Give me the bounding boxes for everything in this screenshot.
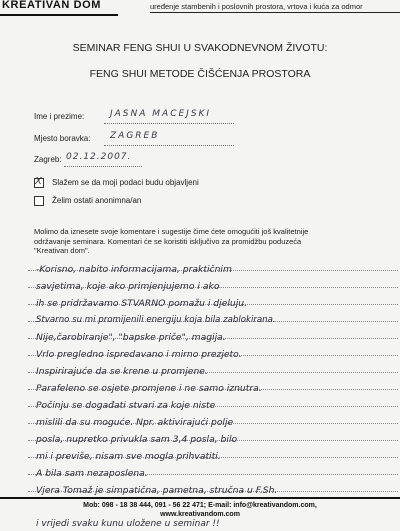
date-value: 02.12.2007. bbox=[66, 152, 132, 162]
company-logo bbox=[0, 0, 118, 16]
handwritten-comment-line: mislili da su moguće. Npr. aktivirajući polje bbox=[36, 417, 234, 428]
handwritten-comment-line: ih se pridržavamo STVARNO pomažu i djeluju. bbox=[36, 298, 248, 309]
seminar-title: SEMINAR FENG SHUI U SVAKODNEVNOM ŽIVOTU: bbox=[72, 42, 328, 54]
handwritten-comment-line: posla, nupretko privukla sam 3,4 posla, bilo bbox=[36, 434, 238, 445]
handwritten-comment-line: Stvarno su mi promijenili energiju koja bila zablokirana. bbox=[36, 315, 276, 325]
anonymous-checkbox[interactable] bbox=[34, 196, 44, 206]
page-footer bbox=[0, 497, 400, 531]
handwritten-comment-line: Inspirirajuće da se krene u promjene. bbox=[36, 366, 208, 377]
city-label: Mjesto boravka: bbox=[34, 134, 91, 143]
handwritten-comment-line: savjetima, koje ako primjenjujemo i ako bbox=[36, 281, 220, 292]
handwritten-comment-line: Vrlo pregledno ispredavano i mirno prezjeto. bbox=[36, 349, 242, 360]
name-label: Ime i prezime: bbox=[34, 112, 85, 121]
anonymous-label: Želim ostati anonimna/an bbox=[52, 196, 142, 205]
handwritten-comment-line: mi i previše, nisam sve mogla prihvatiti. bbox=[36, 451, 221, 462]
date-underline bbox=[64, 166, 142, 167]
consent-label: Slažem se da moji podaci budu objavljeni bbox=[52, 178, 199, 187]
handwritten-comment-line: Počinju se događati stvari za koje niste bbox=[36, 400, 216, 411]
city-underline bbox=[104, 145, 234, 146]
date-label: Zagreb: bbox=[34, 155, 62, 164]
consent-checkbox[interactable] bbox=[34, 178, 44, 188]
comment-instructions: Molimo da iznesete svoje komentare i sugestije čime ćete omogućiti još kvalitetnije održavanje seminara. Komentari će se koristiti isključivo za promidžbu poduzeća "Kreativan dom". bbox=[34, 227, 309, 255]
handwritten-comment-tail: i vrijedi svaku kunu uložene u seminar !! bbox=[36, 519, 220, 529]
handwritten-comment-line: Vjera Tomaž je simpatična, pametna, stručna u F.Sh. bbox=[36, 485, 278, 496]
header-divider bbox=[150, 12, 400, 13]
handwritten-comment-line: A bila sam nezaposlena. bbox=[36, 468, 148, 479]
footer-website: www.kreativandom.com bbox=[160, 511, 240, 518]
footer-contact: Mob: 098 - 18 38 444, 091 - 56 22 471; E-mail: info@kreativandom.com, bbox=[83, 502, 317, 509]
city-value: ZAGREB bbox=[110, 131, 160, 141]
check-mark: X bbox=[35, 176, 42, 187]
handwritten-comment-line: Nije,čarobiranje", "bapske priče", magija. bbox=[36, 332, 226, 343]
name-underline bbox=[104, 123, 234, 124]
page-header bbox=[0, 0, 400, 20]
company-logo-text: KREATIVAN DOM bbox=[2, 0, 102, 11]
company-tagline: uređenje stambenih i poslovnih prostora, vrtova i kuća za odmor bbox=[150, 2, 363, 11]
seminar-subtitle: FENG SHUI METODE ČIŠĆENJA PROSTORA bbox=[89, 68, 311, 80]
name-value: JASNA MACEJSKI bbox=[110, 109, 212, 119]
handwritten-comment-line: -Korisno, nabito informacijama, praktičnim bbox=[36, 264, 232, 275]
handwritten-comment-line: Parafeleno se osjete promjene i ne samo iznutra. bbox=[36, 383, 262, 394]
